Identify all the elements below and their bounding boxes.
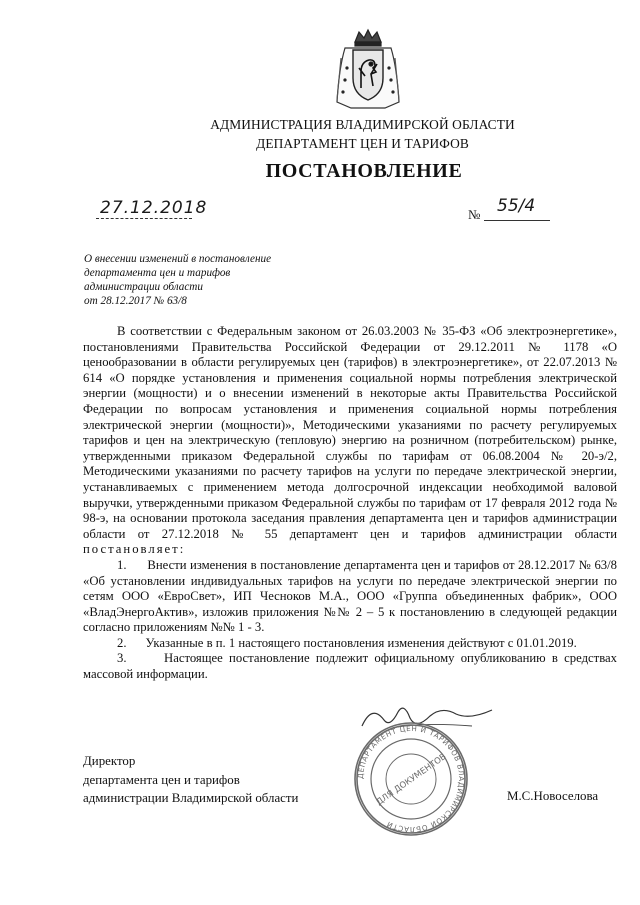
signer-name: М.С.Новоселова [507,789,599,803]
signer-administration: администрации Владимирской области [83,791,299,806]
signature-block [83,752,298,808]
number-sign: № [468,207,481,222]
item-number: 2. [117,635,127,650]
document-date: 27.12.2018 [100,198,208,218]
item-number: 3. [117,651,127,666]
subject-line: администрации области [84,281,203,293]
organization-name: АДМИНИСТРАЦИЯ ВЛАДИМИРСКОЙ ОБЛАСТИ [210,117,515,132]
item-text: Внести изменения в постановление департамента цен и тарифов от 28.12.2017 № 63/8 «Об установлении индивидуальных тарифов на услуги по передаче электрической энергии по сетям ООО «ЕвроСвет», ИП Чесноков М.А., ООО «Группа объединенных фабрик», ООО «ВладЭнергоАктив», изложив приложения №№ 2 – 5 к постановлению в следующей редакции согласно приложениям №№ 1 - 3. [83,557,618,635]
item-text: Указанные в п. 1 настоящего постановления изменения действуют с 01.01.2019. [145,635,577,650]
official-stamp [352,720,470,838]
subject-line: департамента цен и тарифов [84,267,231,279]
subject-line: О внесении изменений в постановление [84,253,272,265]
preamble-text: В соответствии с Федеральным законом от 26.03.2003 № 35-ФЗ «Об электроэнергетике», постановлениями Правительства Российской Федерации от 29.12.2011 № 1178 «О ценообразовании в области регулируемых цен (тарифов) в электроэнергетике», от 22.07.2013 № 614 «О порядке установления и применения социальной нормы потребления электрической энергии (мощности) и о внесении изменений в некоторые акты Правительства Российской Федерации по вопросам установления и применения социальной нормы потребления электрической энергии (мощности)», Методическими указаниями по расчету регулируемых тарифов и цен на электрическую (тепловую) энергию на розничном (потребительском) рынке, утвержденными приказом Федеральной службы по тарифам от 06.08.2004 № 20-э/2, Методическими указаниями по расчету тарифов на услуги по передаче электрической энергии, устанавливаемых с применением метода долгосрочной индексации необходимой валовой выручки, утвержденными приказом Федеральной службы по тарифам от 17 февраля 2012 года № 98-э, на основании протокола заседания правления департамента цен и тарифов администрации области от 27.12.2018 № 55 департамент цен и тарифов администрации области [83,324,617,541]
subject-line: от 28.12.2017 № 63/8 [84,295,187,307]
coat-of-arms-icon [331,28,405,112]
decree-word: постановляет: [83,542,186,557]
list-item [83,558,617,636]
number-underline [484,220,550,221]
document-body [83,324,617,683]
stamp-outer-text: ДЕПАРТАМЕНТ ЦЕН И ТАРИФОВ ВЛАДИМИРСКОЙ ОБЛАСТИ [355,723,467,835]
signer-position: Директор [83,754,136,768]
item-number: 1. [117,557,127,572]
date-underline [96,218,192,219]
signer-department: департамента цен и тарифов [83,772,240,787]
preamble-paragraph [83,324,617,558]
item-text: Настоящее постановление подлежит официальному опубликованию в средствах массовой информации. [83,651,618,682]
list-item [83,636,617,652]
list-item [83,651,617,682]
document-number: 55/4 [497,196,536,216]
stamp-inner-text: ДЛЯ ДОКУМЕНТОВ [374,751,449,808]
document-subject [84,252,344,308]
document-title: ПОСТАНОВЛЕНИЕ [265,160,463,182]
department-name: ДЕПАРТАМЕНТ ЦЕН И ТАРИФОВ [256,136,469,151]
